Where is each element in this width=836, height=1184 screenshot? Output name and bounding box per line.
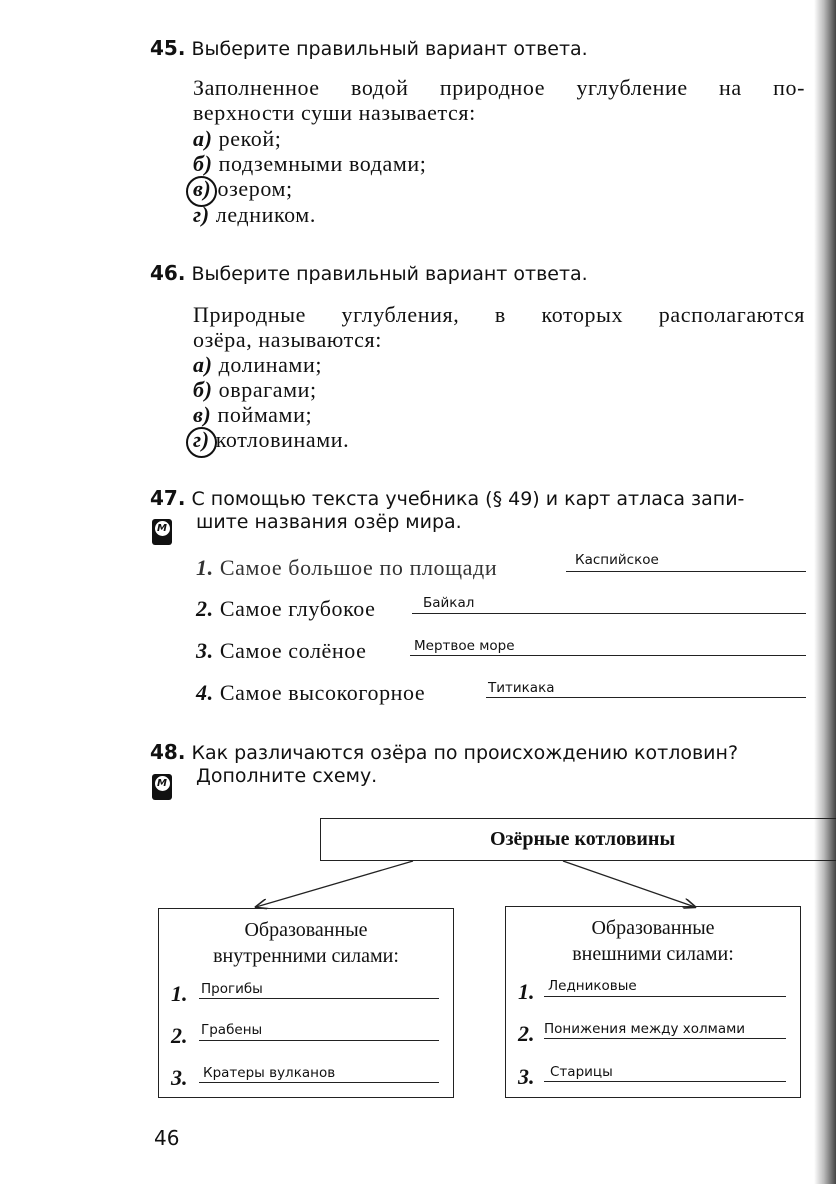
item-number: 4. — [196, 680, 214, 705]
page-number: 46 — [154, 1126, 180, 1150]
answer-text: Титикака — [488, 680, 555, 696]
item-label: Самое большое по площади — [219, 555, 498, 580]
option-letter: а) — [193, 352, 213, 377]
item-number: 1. — [196, 555, 214, 580]
box-title-line: внутренними силами: — [213, 945, 399, 967]
question-instruction: Выберите правильный вариант ответа. — [191, 38, 588, 60]
badge-letter: М — [155, 521, 170, 536]
diagram-left-box — [158, 908, 454, 1098]
diagram-root-title: Озёрные котловины — [489, 828, 676, 850]
answer-line[interactable] — [544, 1081, 786, 1082]
option-text: долинами; — [218, 352, 323, 377]
answer-text: Байкал — [423, 595, 475, 611]
option-text: рекой; — [218, 126, 282, 151]
box-title-line: внешними силами: — [572, 943, 734, 965]
question-instruction: Выберите правильный вариант ответа. — [191, 263, 588, 285]
answer-text: Мертвое море — [414, 638, 515, 654]
option-text: подземными водами; — [218, 151, 427, 176]
item-number: 2. — [196, 596, 214, 621]
question-number: 46. — [150, 261, 186, 285]
answer-text: Старицы — [550, 1064, 613, 1080]
answer-text: Каспийское — [575, 552, 659, 568]
option-text: оврагами; — [218, 377, 317, 402]
question-instruction: С помощью текста учебника (§ 49) и карт атласа запи- — [191, 488, 745, 510]
question-instruction: Дополните схему. — [196, 765, 378, 787]
answer-text: Понижения между холмами — [544, 1021, 746, 1037]
option-text: озером; — [217, 176, 293, 201]
answer-line[interactable] — [199, 998, 439, 999]
question-number: 47. — [150, 486, 186, 510]
option-letter: а) — [193, 126, 213, 151]
item-number: 2. — [518, 1021, 535, 1046]
item-label: Самое глубокое — [219, 596, 376, 621]
arrow-right — [563, 861, 695, 907]
question-number: 48. — [150, 740, 186, 764]
option-letter: б) — [193, 377, 213, 402]
option-text: ледником. — [215, 202, 316, 227]
item-number: 3. — [171, 1065, 188, 1090]
box-title-line: Образованные — [244, 919, 368, 941]
option-letter: г) — [193, 427, 210, 452]
diagram-right-box — [505, 906, 801, 1098]
question-text-line: верхности суши называется: — [193, 100, 476, 125]
item-number: 1. — [518, 979, 535, 1004]
option-text: котловинами. — [215, 427, 350, 452]
option-letter: б) — [193, 151, 213, 176]
question-text-line: Заполненное водой природное углубление на по- — [193, 75, 805, 100]
question-text-line: Природные углубления, в которых располагаются — [193, 302, 805, 327]
option-text: поймами; — [217, 402, 313, 427]
option-letter: в) — [193, 176, 212, 201]
question-number: 45. — [150, 36, 186, 60]
item-number: 3. — [518, 1064, 535, 1089]
answer-text: Ледниковые — [548, 978, 637, 994]
answer-text: Прогибы — [201, 981, 263, 997]
answer-text: Кратеры вулканов — [203, 1065, 336, 1081]
option-letter: г) — [193, 202, 210, 227]
badge-letter: М — [155, 776, 170, 791]
question-text-line: озёра, называются: — [193, 327, 382, 352]
item-label: Самое высокогорное — [219, 680, 426, 705]
option-letter: в) — [193, 402, 212, 427]
question-instruction: шите названия озёр мира. — [196, 511, 462, 533]
item-number: 2. — [171, 1023, 188, 1048]
answer-line[interactable] — [199, 1082, 439, 1083]
answer-line[interactable] — [199, 1040, 439, 1041]
answer-line[interactable] — [544, 996, 786, 997]
question-instruction: Как различаются озёра по происхождению котловин? — [191, 742, 739, 764]
arrow-left — [256, 861, 413, 907]
answer-line[interactable] — [544, 1038, 786, 1039]
item-number: 1. — [171, 981, 188, 1006]
answer-text: Грабены — [201, 1022, 263, 1038]
box-title-line: Образованные — [591, 917, 715, 939]
item-number: 3. — [196, 638, 214, 663]
item-label: Самое солёное — [219, 638, 367, 663]
